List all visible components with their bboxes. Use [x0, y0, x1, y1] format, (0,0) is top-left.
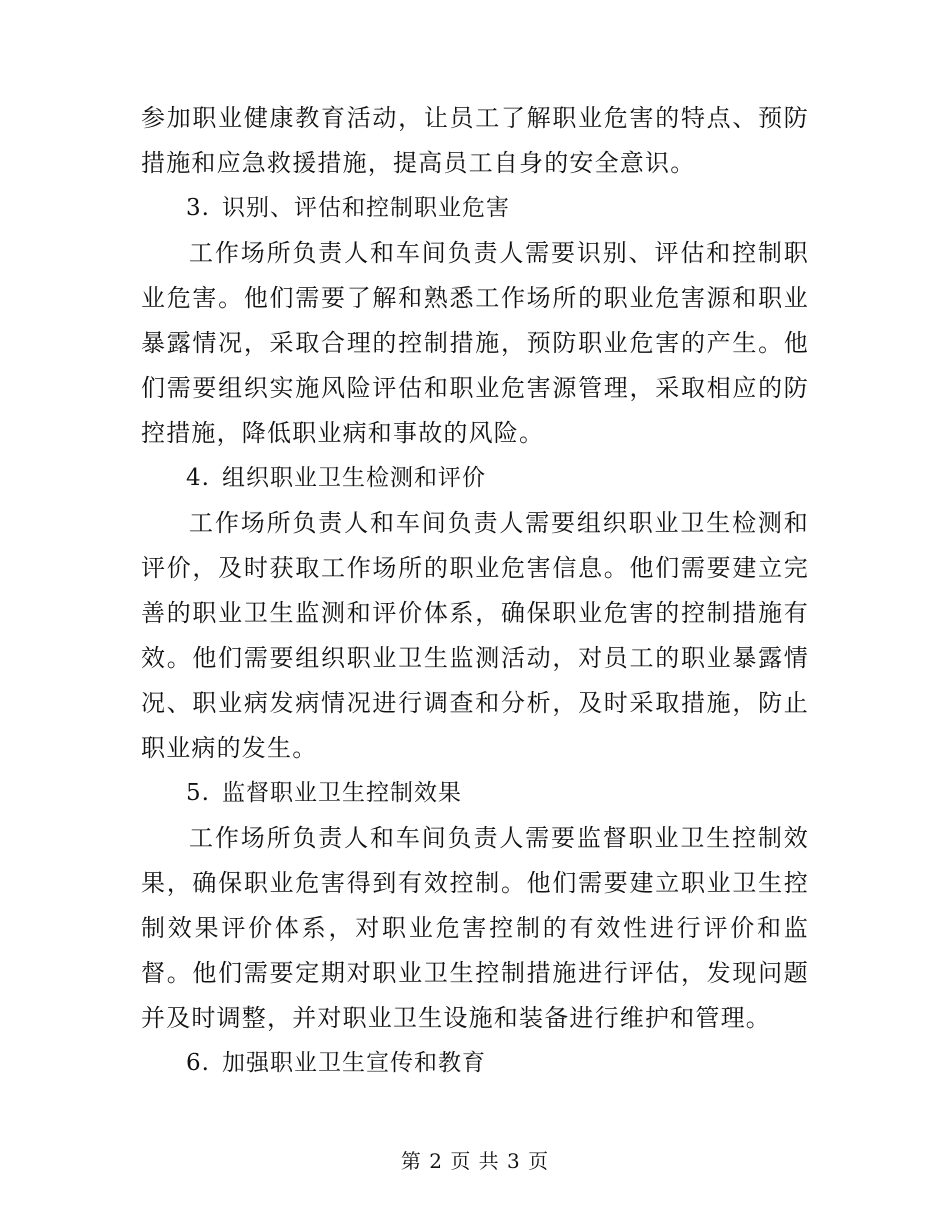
- section-title: 识别、评估和控制职业危害: [222, 195, 510, 221]
- section-heading-4: [141, 456, 809, 501]
- document-body: [141, 96, 809, 1086]
- section-title: 监督职业卫生控制效果: [222, 780, 462, 806]
- page-number-label: 第 2 页 共 3 页: [400, 1149, 550, 1173]
- section-heading-3: [141, 186, 809, 231]
- paragraph-continuation: 参加职业健康教育活动，让员工了解职业危害的特点、预防措施和应急救援措施，提高员工自身的安全意识。: [141, 104, 809, 177]
- section-number: 6.: [186, 1050, 210, 1076]
- paragraph-section-3: 工作场所负责人和车间负责人需要识别、评估和控制职业危害。他们需要了解和熟悉工作场所的职业危害源和职业暴露情况，采取合理的控制措施，预防职业危害的产生。他们需要组织实施风险评估和职业危害源管理，采取相应的防控措施，降低职业病和事故的风险。: [141, 239, 809, 447]
- section-number: 4.: [186, 465, 210, 491]
- section-heading-5: [141, 771, 809, 816]
- section-number: 3.: [186, 195, 210, 221]
- paragraph-section-4: 工作场所负责人和车间负责人需要组织职业卫生检测和评价，及时获取工作场所的职业危害信息。他们需要建立完善的职业卫生监测和评价体系，确保职业危害的控制措施有效。他们需要组织职业卫生监测活动，对员工的职业暴露情况、职业病发病情况进行调查和分析，及时采取措施，防止职业病的发生。: [141, 509, 809, 762]
- section-heading-6: [141, 1041, 809, 1086]
- section-title: 加强职业卫生宣传和教育: [222, 1050, 486, 1076]
- section-title: 组织职业卫生检测和评价: [222, 465, 486, 491]
- section-number: 5.: [186, 780, 210, 806]
- page-footer: [0, 1147, 950, 1175]
- paragraph-section-5: 工作场所负责人和车间负责人需要监督职业卫生控制效果，确保职业危害得到有效控制。他们需要建立职业卫生控制效果评价体系，对职业危害控制的有效性进行评价和监督。他们需要定期对职业卫生控制措施进行评估，发现问题并及时调整，并对职业卫生设施和装备进行维护和管理。: [141, 824, 809, 1032]
